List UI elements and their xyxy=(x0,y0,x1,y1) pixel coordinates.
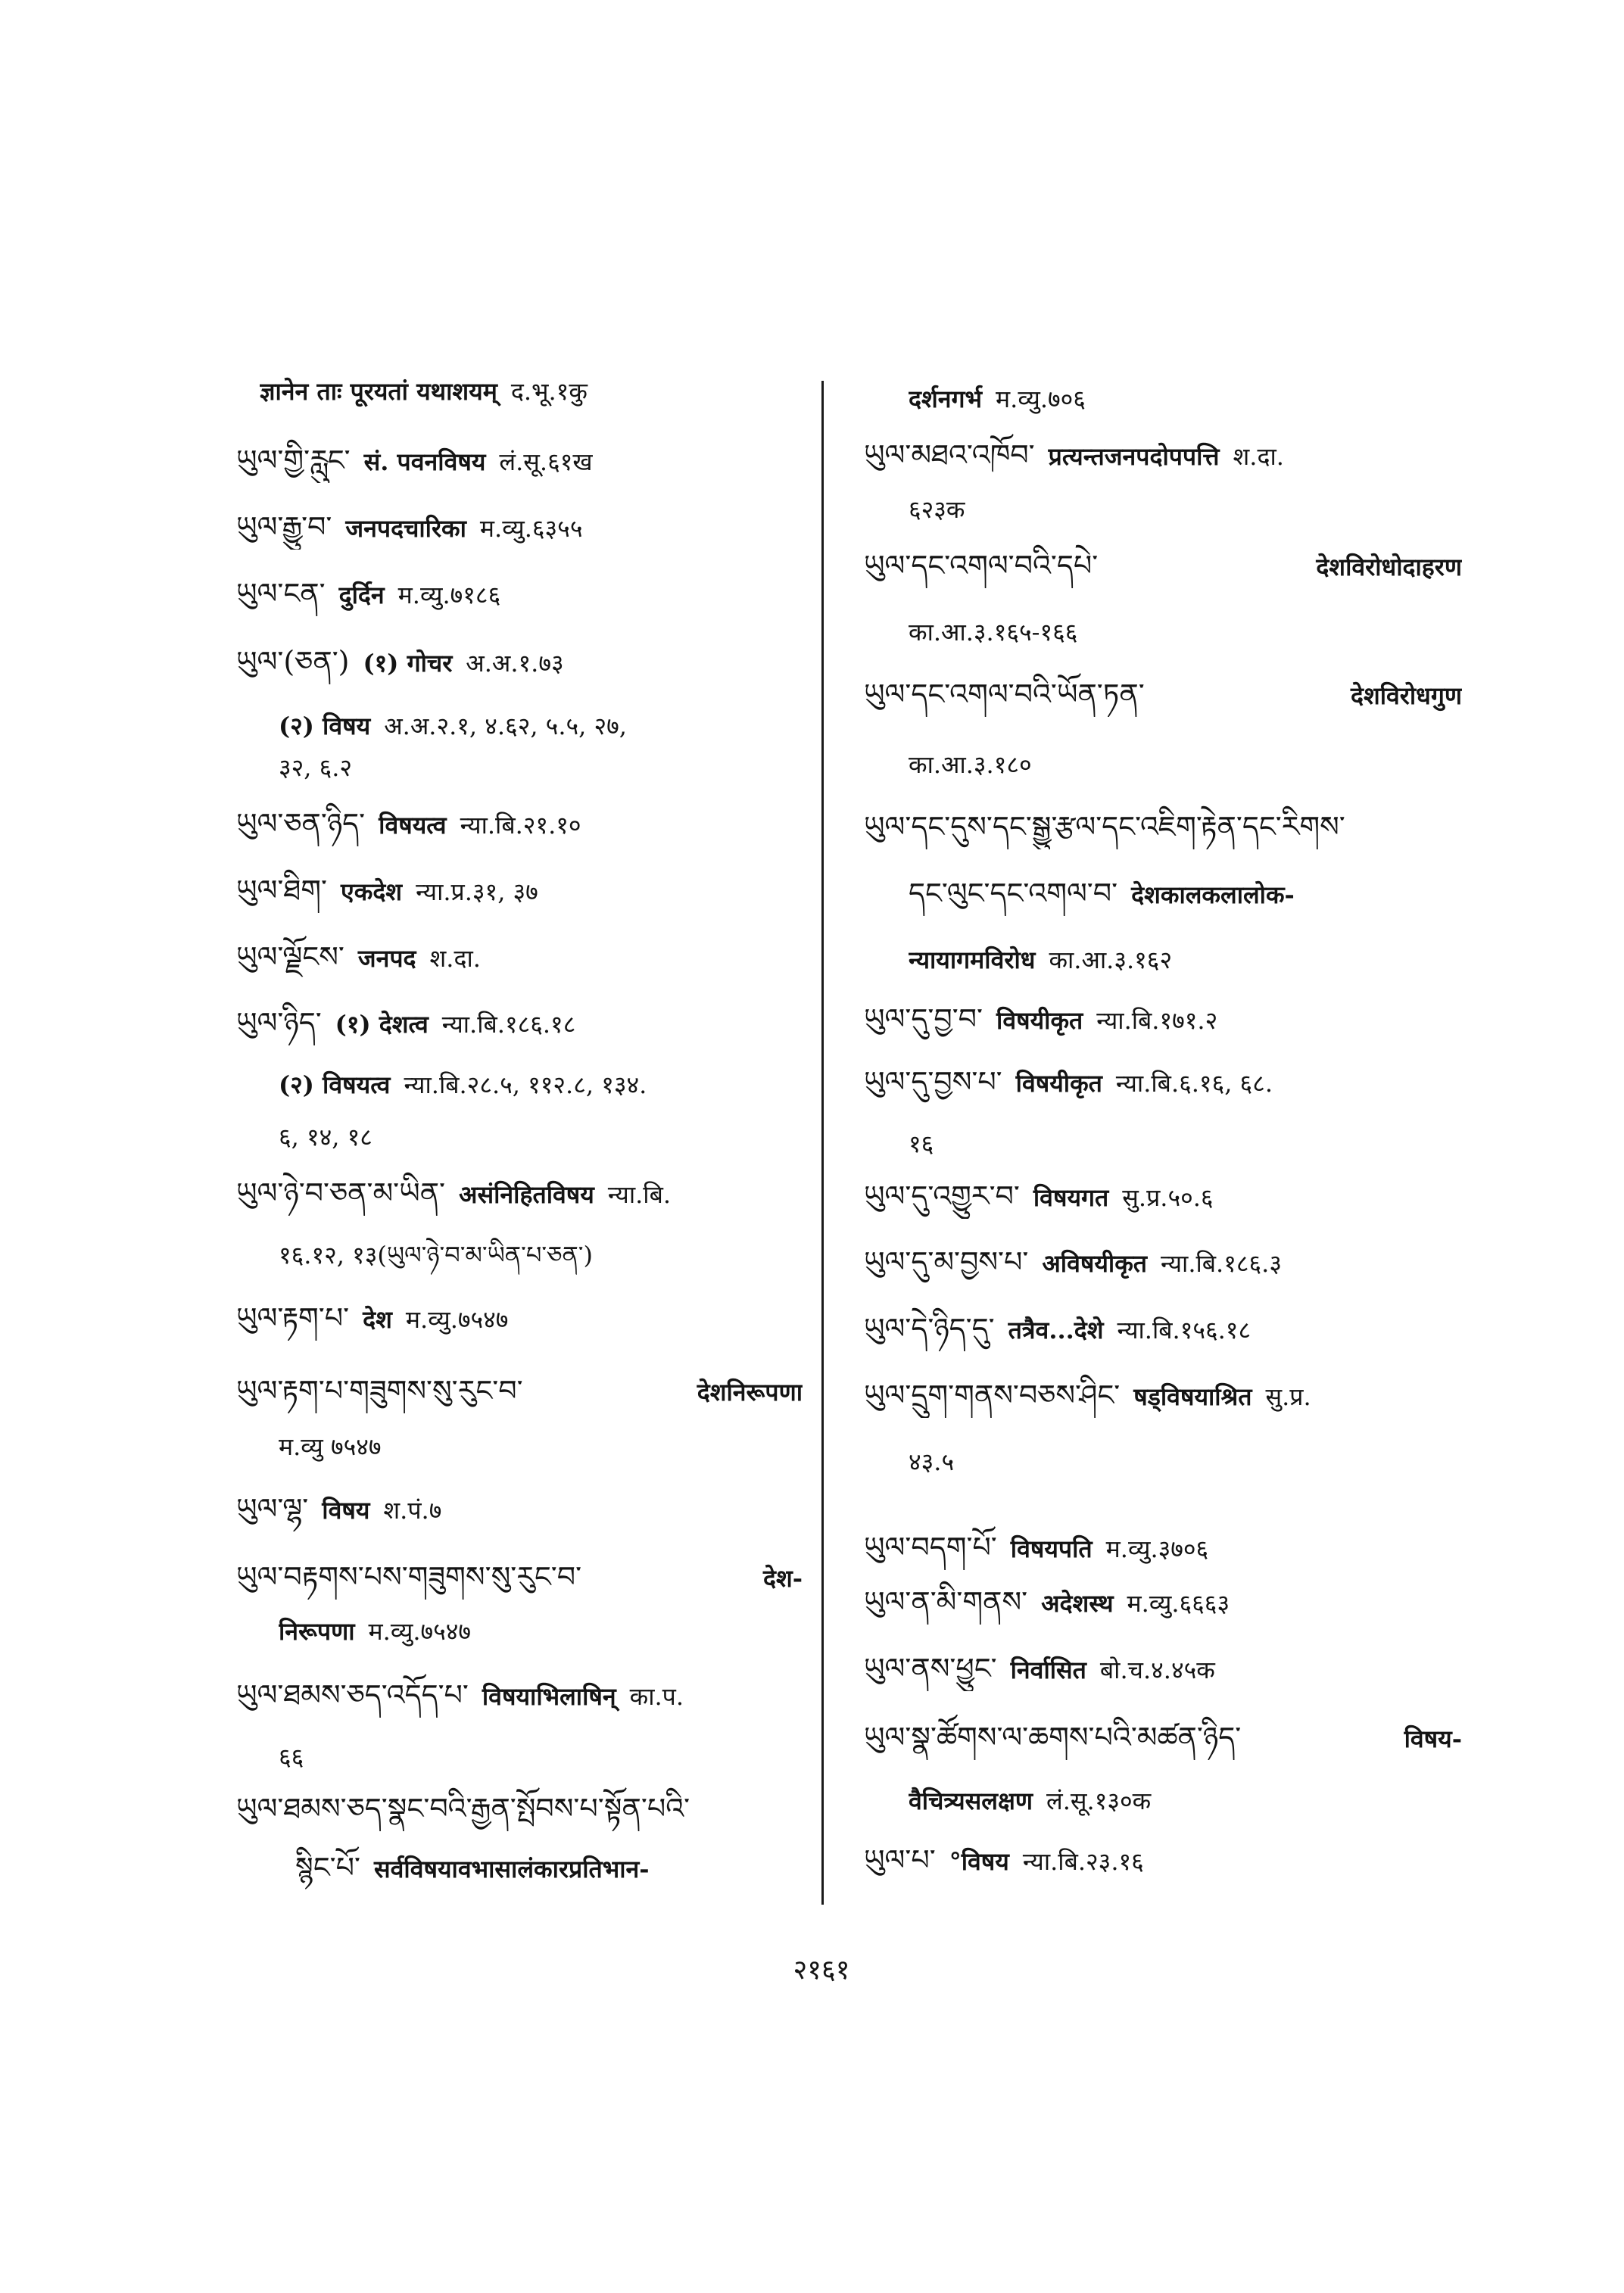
tibetan-term: ཡུལ་དུ་འགྱུར་བ་ xyxy=(864,1179,1020,1213)
reference: सु.प्र. xyxy=(1265,1382,1311,1411)
tibetan-term: ཡུལ་དྲུག་གནས་བཅས་ཤིང་ xyxy=(864,1379,1121,1412)
entry-line xyxy=(909,1439,1462,1485)
sanskrit-term: (२) विषयत्व xyxy=(279,1070,391,1099)
tibetan-term: ཡུལ་རྟག་པ་གཟུགས་སུ་རུང་བ་ xyxy=(236,1374,523,1407)
reference: श.दा. xyxy=(429,944,481,973)
reference: का.आ.३.१६२ xyxy=(1049,946,1173,974)
entry-line xyxy=(236,1672,803,1718)
entry-line xyxy=(909,742,1462,787)
tibetan-term: ཡུལ་དེ་ཉིད་དུ་ xyxy=(864,1312,995,1345)
sanskrit-term: विषयपति xyxy=(1010,1534,1093,1563)
tibetan-term: ཡུལ་ལྗོངས་ xyxy=(236,940,344,974)
tibetan-term: ཡུལ་རྟག་པ་ xyxy=(236,1301,350,1335)
reference: म.व्यु ७५४७ xyxy=(279,1432,382,1461)
sanskrit-term: देश- xyxy=(762,1564,803,1593)
reference: न्या.बि.२३.१६ xyxy=(1022,1847,1144,1876)
entry-line xyxy=(236,1000,803,1045)
entry-line xyxy=(864,804,1462,849)
reference: द.भू.१कु xyxy=(510,377,588,406)
reference: १६.१२, १३(ཡུལ་ཉེ་བ་མ་ཡིན་པ་ཅན་) xyxy=(279,1241,594,1270)
sanskrit-term: दुर्दिन xyxy=(338,581,385,609)
reference: न्या.प्र.३१, ३७ xyxy=(416,877,538,906)
sanskrit-term: विषयगत xyxy=(1033,1183,1109,1212)
sanskrit-term: तत्रैव...देशे xyxy=(1008,1316,1104,1344)
sanskrit-term: जनपद xyxy=(357,944,416,973)
entry-line xyxy=(279,1232,803,1278)
entry-line xyxy=(236,1554,803,1600)
entry-line xyxy=(864,1306,1462,1351)
reference: न्या.बि.१८६.३ xyxy=(1161,1249,1282,1278)
reference: सु.प्र.५०.६ xyxy=(1122,1183,1214,1212)
sanskrit-term: निर्वासित xyxy=(1010,1656,1086,1684)
entry-line xyxy=(236,1486,803,1531)
entry-line xyxy=(864,1372,1462,1418)
reference: श.पं.७ xyxy=(383,1496,442,1525)
entry-line xyxy=(295,1845,803,1890)
sanskrit-term: विषयत्व xyxy=(379,811,447,840)
tibetan-term: ཡུལ་ཐམས་ཅད་འདོད་པ་ xyxy=(236,1678,469,1712)
entry-line xyxy=(864,1715,1462,1760)
reference: म.व्यु.३७०६ xyxy=(1105,1534,1209,1563)
reference: लं.सू.१३०क xyxy=(1046,1787,1152,1815)
reference: अ.अ.२.१, ४.६२, ५.५, २७, xyxy=(384,712,627,740)
sanskrit-term: सर्वविषयावभासालंकारप्रतिभान- xyxy=(374,1855,650,1883)
reference: न्या.बि.२१.१० xyxy=(460,811,581,840)
tibetan-term: ཡུལ་ལྷ་ xyxy=(236,1492,309,1525)
sanskrit-term: देश xyxy=(363,1305,392,1334)
tibetan-term: ཡུལ་མཐའ་འཁོབ་ xyxy=(864,438,1035,472)
reference: श.दा. xyxy=(1233,442,1284,471)
sanskrit-term: सं. पवनविषय xyxy=(363,447,486,476)
sanskrit-term: जनपदचारिका xyxy=(345,514,466,543)
entry-line xyxy=(279,703,803,749)
tibetan-term: ཡུལ་སྣ་ཚོགས་ལ་ཆགས་པའི་མཚན་ཉིད་ xyxy=(864,1721,1242,1754)
sanskrit-term: देशविरोधगुण xyxy=(1350,681,1462,710)
reference: म.व्यु.७५४७ xyxy=(368,1617,472,1646)
reference: म.व्यु.७०६ xyxy=(996,385,1086,413)
reference: का.आ.३.१८० xyxy=(909,750,1032,779)
entry-line xyxy=(236,801,803,846)
entry-line xyxy=(909,937,1462,983)
sanskrit-term: विषयीकृत xyxy=(1015,1069,1102,1098)
reference: म.व्यु.७१८६ xyxy=(397,581,501,609)
entry-line xyxy=(279,1062,803,1108)
tibetan-term: ཡུལ་དུ་བྱས་པ་ xyxy=(864,1065,1002,1098)
entry-line xyxy=(236,868,803,913)
tibetan-term: ཡུལ་དང་འགལ་བའི་དཔེ་ xyxy=(864,549,1099,582)
entry-line xyxy=(864,671,1462,717)
entry-line xyxy=(236,571,803,616)
entry-line xyxy=(909,871,1462,916)
sanskrit-term: एकदेश xyxy=(341,877,403,906)
column-divider xyxy=(821,381,824,1905)
reference: म.व्यु.७५४७ xyxy=(405,1305,509,1334)
tibetan-term: ཡུལ་གྱི་རླུང་ xyxy=(236,444,351,477)
sanskrit-term: ज्ञानेन ताः पूरयतां यथाशयम् xyxy=(260,377,497,406)
sanskrit-term: अविषयीकृत xyxy=(1042,1249,1148,1278)
tibetan-term: དང་ལུང་དང་འགལ་བ་ xyxy=(909,877,1118,910)
reference: म.व्यु.६३५५ xyxy=(479,514,583,543)
entry-line xyxy=(236,1786,803,1831)
sanskrit-term: अदेशस्थ xyxy=(1041,1589,1114,1618)
sanskrit-term: निरूपणा xyxy=(279,1617,355,1646)
page-number: २१६१ xyxy=(793,1955,850,1986)
entry-line xyxy=(236,1295,803,1341)
tibetan-term: ཡུལ་ཉིད་ xyxy=(236,1006,322,1039)
tibetan-term: ཡུལ་ཉེ་བ་ཅན་མ་ཡིན་ xyxy=(236,1176,446,1210)
tibetan-term: ཡུལ་བརྟགས་པས་གཟུགས་སུ་རུང་བ་ xyxy=(236,1560,582,1594)
tibetan-term: ཡུལ་བདག་པོ་ xyxy=(864,1531,997,1564)
reference: ६२३क xyxy=(909,495,965,524)
sanskrit-term: वैचित्र्यसलक्षण xyxy=(909,1787,1033,1815)
tibetan-term: ཡུལ་རྒྱུ་བ་ xyxy=(236,510,332,544)
sanskrit-term: (१) गोचर xyxy=(363,649,453,678)
entry-line xyxy=(864,1646,1462,1691)
reference: म.व्यु.६६६३ xyxy=(1127,1589,1230,1618)
reference: ३२, ६.२ xyxy=(279,753,353,782)
tibetan-term: ཡུལ་པ་ xyxy=(864,1843,936,1877)
entry-line xyxy=(909,1121,1462,1167)
entry-line xyxy=(864,1579,1462,1625)
sanskrit-term: विषय xyxy=(322,1496,370,1525)
entry-line xyxy=(260,369,803,414)
entry-line xyxy=(864,432,1462,478)
tibetan-term: ཡུལ་(ཅན་) xyxy=(236,645,350,678)
entry-line xyxy=(909,1778,1462,1824)
entry-line xyxy=(909,376,1462,422)
entry-line xyxy=(909,487,1462,532)
sanskrit-term: विषयीकृत xyxy=(996,1006,1083,1035)
entry-line xyxy=(279,745,803,790)
sanskrit-term: असंनिहितविषय xyxy=(459,1180,594,1209)
entry-line xyxy=(236,1170,803,1216)
reference: का.प. xyxy=(629,1682,684,1711)
reference: १६ xyxy=(909,1129,934,1158)
entry-line xyxy=(864,1239,1462,1285)
sanskrit-term: न्यायागमविरोध xyxy=(909,946,1036,974)
tibetan-term: ཡུལ་ཅན་ཉིད་ xyxy=(236,807,366,840)
reference: लं.सू.६१ख xyxy=(499,447,593,476)
sanskrit-term: (२) विषय xyxy=(279,712,371,740)
sanskrit-term: देशनिरूपणा xyxy=(697,1378,803,1407)
reference: न्या.बि.१५६.१८ xyxy=(1117,1316,1252,1344)
reference: अ.अ.१.७३ xyxy=(466,649,564,678)
entry-line xyxy=(864,543,1462,588)
reference: न्या.बि.१७१.२ xyxy=(1096,1006,1218,1035)
sanskrit-term: विषयाभिलाषिन् xyxy=(482,1682,616,1711)
entry-line xyxy=(236,639,803,684)
sanskrit-term: देशविरोधोदाहरण xyxy=(1316,553,1462,581)
tibetan-term: ཡུལ་ངན་ xyxy=(236,577,326,610)
tibetan-term: ཡུལ་ཐིག་ xyxy=(236,874,328,907)
entry-line xyxy=(864,1059,1462,1104)
entry-line xyxy=(864,1173,1462,1219)
entry-line xyxy=(279,1609,803,1654)
sanskrit-term: °विषय xyxy=(949,1847,1009,1876)
sanskrit-term: देशकालकलालोक- xyxy=(1131,880,1295,909)
tibetan-term: ཡུལ་ན་མི་གནས་ xyxy=(864,1585,1028,1618)
entry-line xyxy=(279,1424,803,1469)
sanskrit-term: विषय- xyxy=(1404,1724,1462,1753)
tibetan-term: ཡུལ་ནས་ཕྱུང་ xyxy=(864,1652,997,1685)
reference: ४३.५ xyxy=(909,1447,955,1476)
reference: ६६ xyxy=(279,1743,304,1771)
entry-line xyxy=(909,609,1462,655)
tibetan-term: ཡུལ་དང་དུས་དང་སྒྱུ་རྩལ་དང་འཇིག་རྟེན་དང་རིགས་ xyxy=(864,810,1345,843)
tibetan-term: ཡུལ་དུ་བྱ་བ་ xyxy=(864,1002,983,1036)
tibetan-term: ཡུལ་དུ་མ་བྱས་པ་ xyxy=(864,1245,1029,1279)
entry-line xyxy=(236,934,803,980)
entry-line xyxy=(279,1114,803,1160)
reference: बो.च.४.४५क xyxy=(1099,1656,1215,1684)
entry-line xyxy=(864,1525,1462,1570)
sanskrit-term: प्रत्यन्तजनपदोपपत्ति xyxy=(1048,442,1220,471)
entry-line xyxy=(279,1734,803,1780)
reference: न्या.बि.१८६.१८ xyxy=(441,1010,576,1039)
entry-line xyxy=(236,438,803,483)
entry-line xyxy=(864,996,1462,1042)
entry-line xyxy=(236,504,803,550)
tibetan-term: སྙིང་པོ་ xyxy=(295,1851,360,1884)
sanskrit-term: (१) देशत्व xyxy=(335,1010,429,1039)
tibetan-term: ཡུལ་དང་འགལ་བའི་ཡོན་ཏན་ xyxy=(864,678,1145,711)
entry-line xyxy=(864,1837,1462,1883)
reference: न्या.बि. xyxy=(607,1180,672,1209)
reference: का.आ.३.१६५-१६६ xyxy=(909,618,1078,646)
reference: न्या.बि.२८.५, ११२.८, १३४. xyxy=(404,1070,647,1099)
reference: न्या.बि.६.१६, ६८. xyxy=(1115,1069,1273,1098)
sanskrit-term: षड्विषयाश्रित xyxy=(1133,1382,1252,1411)
reference: ६, १४, १८ xyxy=(279,1123,372,1151)
tibetan-term: ཡུལ་ཐམས་ཅད་སྣང་བའི་རྒྱན་སྤོབས་པ་སྟོན་པའི་ xyxy=(236,1792,690,1825)
entry-line xyxy=(236,1368,803,1413)
sanskrit-term: दर्शनगर्भ xyxy=(909,385,983,413)
